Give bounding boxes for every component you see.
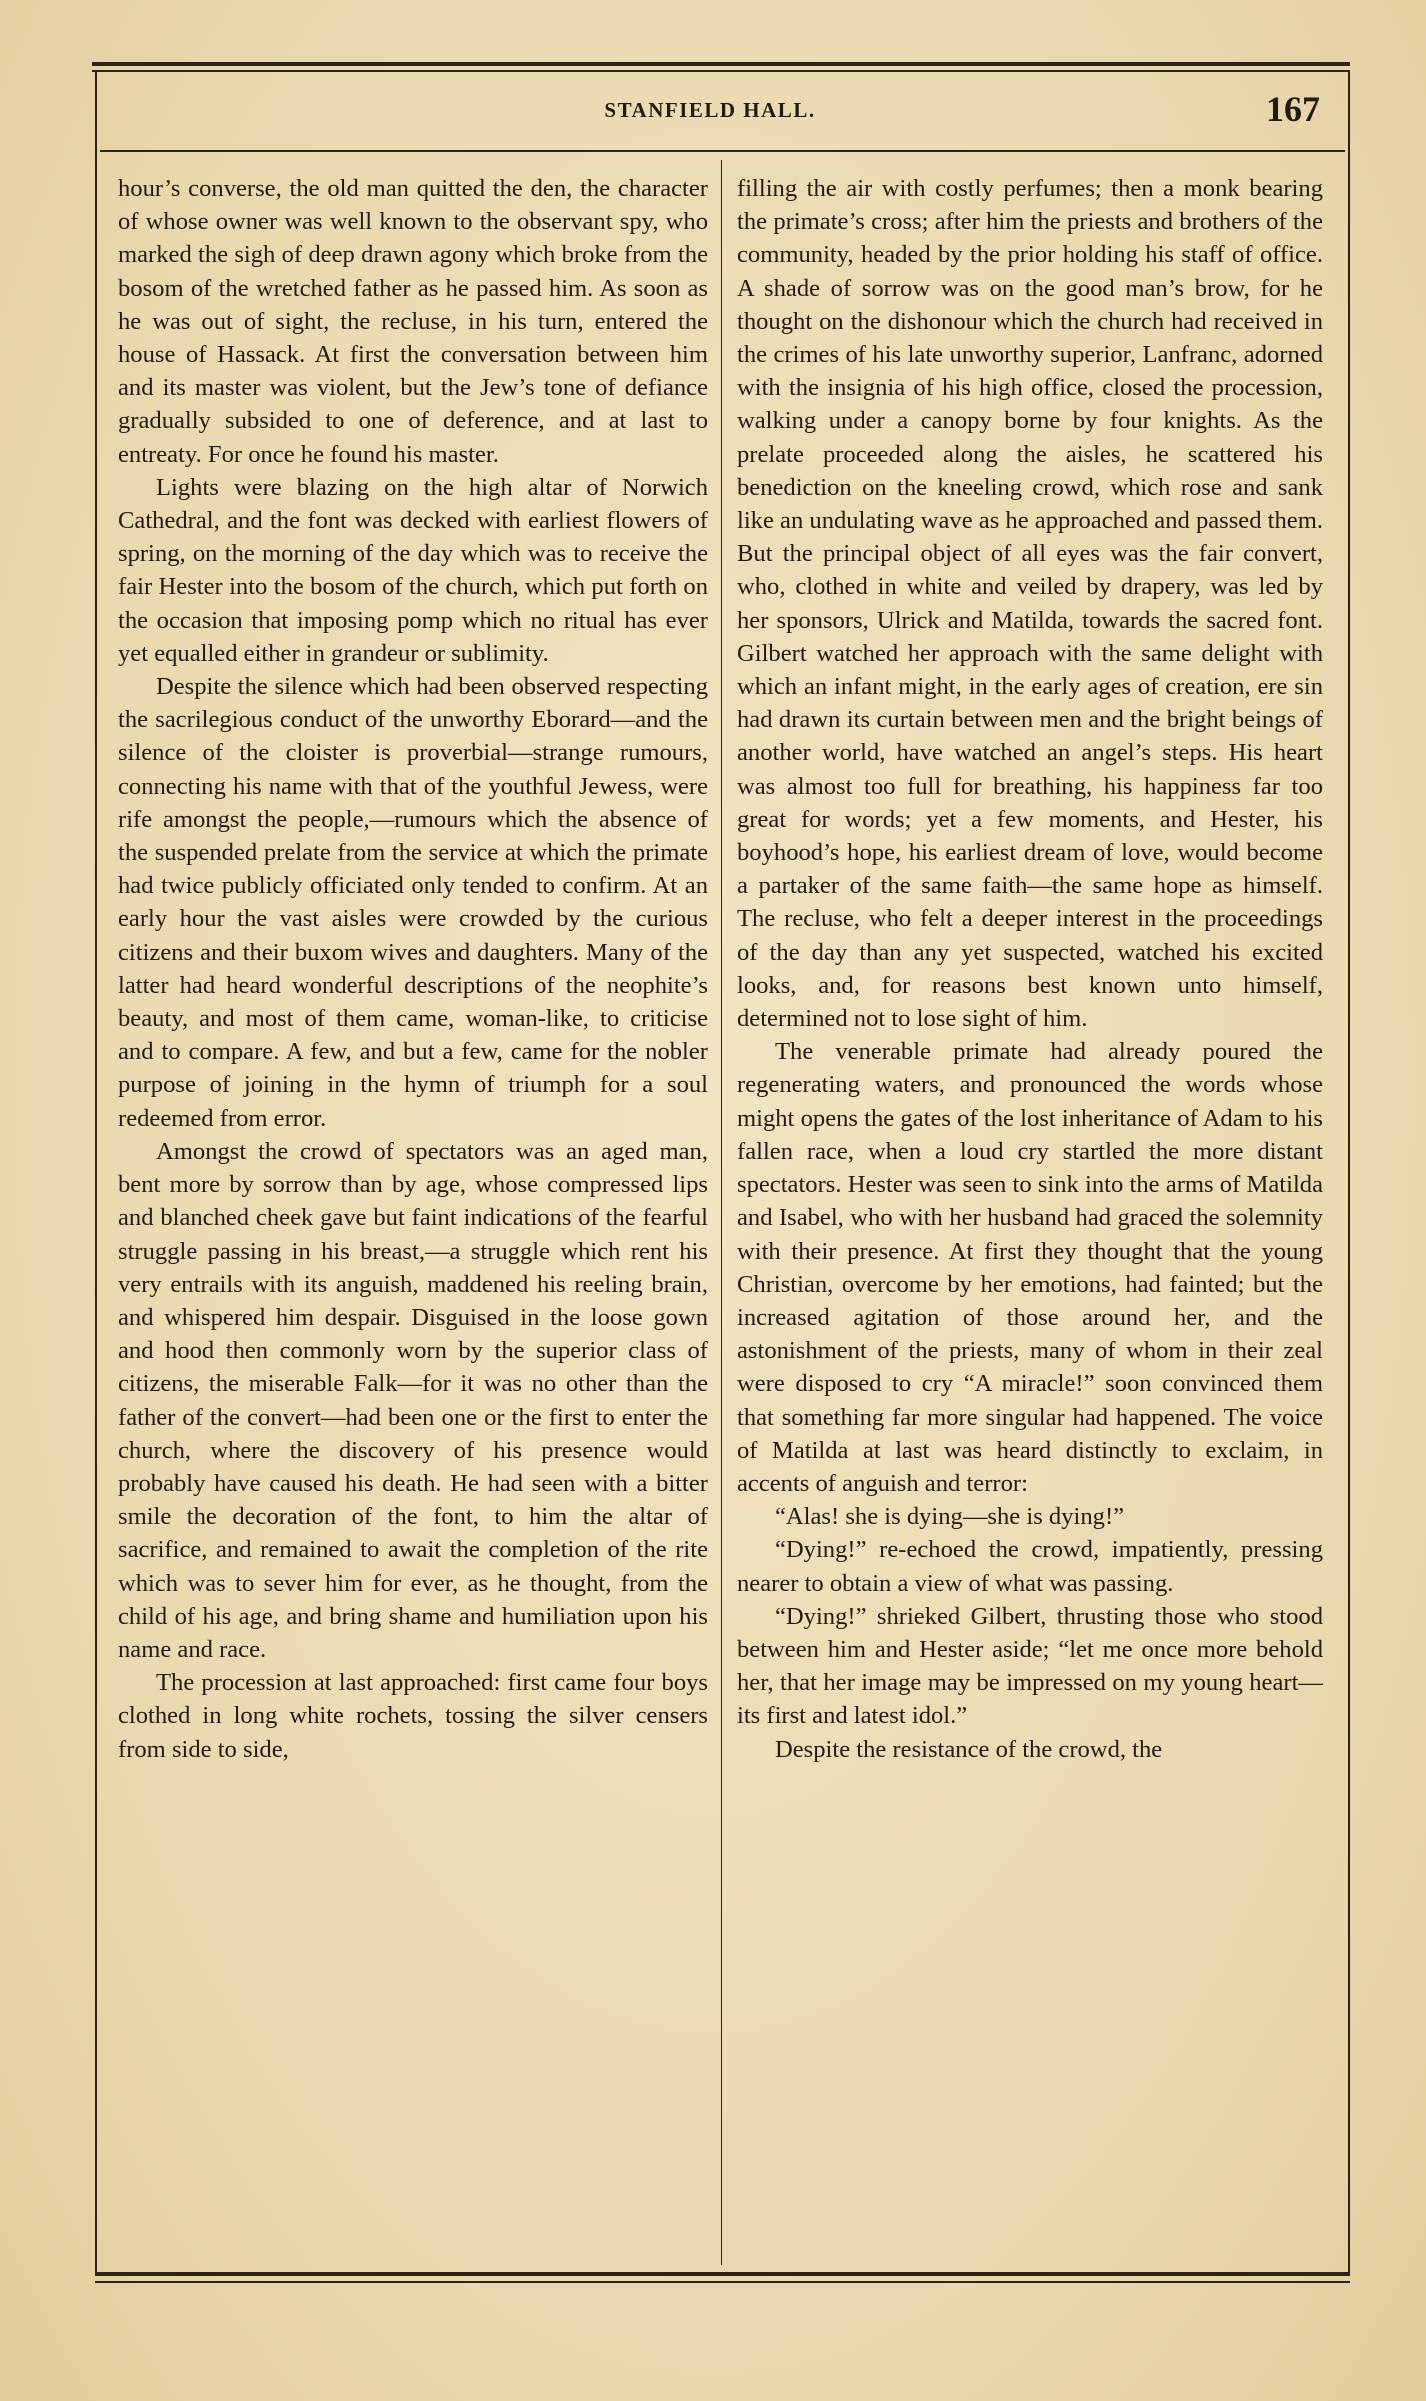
top-rule-thick: [92, 62, 1350, 66]
paragraph: filling the air with costly perfumes; then a monk bearing the primate’s cross; after him the priests and brothers of the community, headed by the prior holding his staff of office. A shade of sorrow was on the good man’s brow, for he thought on the dishonour which the church had received in the crimes of his late unworthy superior, Lanfranc, adorned with the insignia of his high office, closed the procession, walking under a canopy borne by four knights. As the prelate proceeded along the aisles, he scattered his benediction on the kneeling crowd, which rose and sank like an undulating wave as he approached and passed them. But the principal object of all eyes was the fair convert, who, clothed in white and veiled by drapery, was led by her sponsors, Ulrick and Matilda, towards the sacred font. Gilbert watched her approach with the same delight with which an infant might, in the early ages of creation, ere sin had drawn its curtain between men and the bright beings of another world, have watched an angel’s steps. His heart was almost too full for breathing, his happiness far too great for words; yet a few moments, and Hester, his boyhood’s hope, his earliest dream of love, would become a partaker of the same faith—the same hope as himself. The recluse, who felt a deeper interest in the proceedings of the day than any yet suspected, watched his excited looks, and, for reasons best known unto himself, determined not to lose sight of him.: [737, 175, 1323, 1033]
right-border-line: [1348, 72, 1350, 2272]
right-column: [737, 172, 1323, 1766]
paragraph: Amongst the crowd of spectators was an aged man, bent more by sorrow than by age, whose compressed lips and blanched cheek gave but faint indications of the fearful struggle passing in his breast,—a struggle which rent his very entrails with its anguish, maddened his reeling brain, and whispered him despair. Disguised in the loose gown and hood then commonly worn by the superior class of citizens, the miserable Falk—for it was no other than the father of the convert—had been one or the first to enter the church, where the discovery of his presence would probably have caused his death. He had seen with a bitter smile the decoration of the font, to him the altar of sacrifice, and remained to await the completion of the rite which was to sever him for ever, as he thought, from the child of his age, and bring shame and humiliation upon his name and race.: [118, 1137, 708, 1663]
paragraph: The venerable primate had already poured the regenerating waters, and pronounced the words whose might opens the gates of the lost inheritance of Adam to his fallen race, when a loud cry startled the more distant spectators. Hester was seen to sink into the arms of Matilda and Isabel, who with her husband had graced the solemnity with their presence. At first they thought that the young Christian, overcome by her emotions, had fainted; but the increased agitation of those around her, and the astonishment of the priests, many of whom in their zeal were disposed to cry “A miracle!” soon convinced them that something far more singular had happened. The voice of Matilda at last was heard distinctly to exclaim, in accents of anguish and terror:: [737, 1038, 1323, 1497]
left-column: [118, 172, 708, 1766]
paragraph: Despite the resistance of the crowd, the: [775, 1735, 1163, 1763]
paragraph: Despite the silence which had been observed respecting the sacrilegious conduct of the unworthy Eborard—and the silence of the cloister is proverbial—strange rumours, connecting his name with that of the youthful Jewess, were rife amongst the people,—rumours which the absence of the suspended prelate from the service at which the primate had twice publicly officiated only tended to confirm. At an early hour the vast aisles were crowded by the curious citizens and their buxom wives and daughters. Many of the latter had heard wonderful descriptions of the neophite’s beauty, and most of them came, woman-like, to criticise and to compare. A few, and but a few, came for the nobler purpose of joining in the hymn of triumph for a soul redeemed from error.: [118, 673, 708, 1132]
paragraph: The procession at last approached: first came four boys clothed in long white rochets, tossing the silver censers from side to side,: [118, 1669, 708, 1763]
bottom-rule-thick: [95, 2272, 1350, 2276]
bottom-rule-thin: [95, 2281, 1350, 2283]
paragraph: “Alas! she is dying—she is dying!”: [775, 1503, 1125, 1531]
top-rule-thin: [92, 70, 1350, 72]
paragraph: hour’s converse, the old man quitted the den, the character of whose owner was well known to the observant spy, who marked the sigh of deep drawn agony which broke from the bosom of the wretched father as he passed him. As soon as he was out of sight, the recluse, in his turn, entered the house of Hassack. At first the conversation between him and its master was violent, but the Jew’s tone of defiance gradually subsided to one of deference, and at last to entreaty. For once he found his master.: [118, 175, 708, 468]
running-head: STANFIELD HALL.: [604, 98, 816, 122]
paragraph: Lights were blazing on the high altar of Norwich Cathedral, and the font was decked with earliest flowers of spring, on the morning of the day which was to receive the fair Hester into the bosom of the church, which put forth on the occasion that imposing pomp which no ritual has ever yet equalled either in grandeur or sublimity.: [118, 473, 708, 667]
column-divider: [721, 160, 722, 2265]
page-number: 167: [1266, 89, 1320, 129]
paragraph: “Dying!” re-echoed the crowd, impatiently, pressing nearer to obtain a view of what was passing.: [737, 1536, 1323, 1597]
left-border-line: [95, 72, 97, 2272]
header-rule: [100, 150, 1345, 152]
paragraph: “Dying!” shrieked Gilbert, thrusting those who stood between him and Hester aside; “let me once more behold her, that her image may be impressed on my young heart—its first and latest idol.”: [737, 1602, 1323, 1730]
